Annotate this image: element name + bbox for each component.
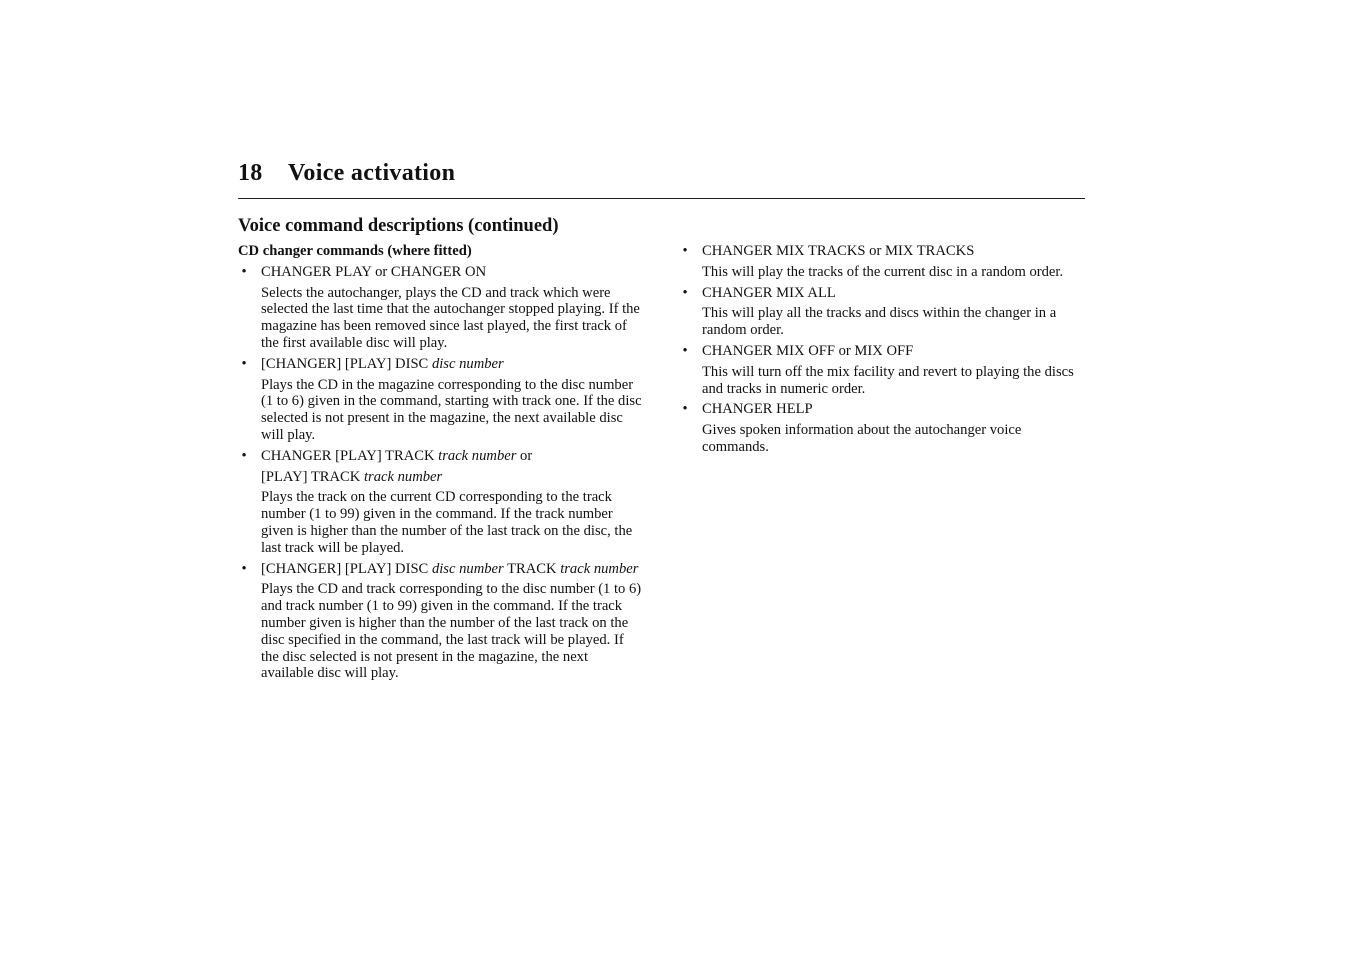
- command-line: [679, 401, 1085, 418]
- bullet: •: [241, 560, 247, 577]
- command-description: Selects the autochanger, plays the CD and track which were selected the last time that the autochanger stopped playing. If the magazine has been removed since last played, the first track of the first available disc will play.: [261, 284, 640, 351]
- chapter-title: Voice activation: [288, 160, 456, 186]
- command-text: TRACK: [503, 560, 561, 577]
- command-line: [238, 356, 642, 373]
- command-item: [238, 356, 642, 444]
- command-line: [238, 448, 642, 465]
- command-item: [679, 243, 1085, 281]
- command-text: CHANGER [PLAY] TRACK: [261, 447, 439, 464]
- bullet: •: [241, 355, 247, 372]
- command-description: Plays the CD in the magazine corresponding to the disc number (1 to 6) given in the command, starting with track one. If the disc selected is not present in the magazine, the next available disc will play.: [261, 376, 642, 443]
- right-column: [679, 243, 1085, 460]
- command-parameter: track number: [363, 468, 443, 485]
- command-item: [238, 448, 642, 557]
- command-description: Plays the CD and track corresponding to the disc number (1 to 6) and track number (1 to 99) given in the command. If the track number given is higher than the number of the last track on the disc specified in the command, the last track will be played. If the disc selected is not present in the magazine, the next available disc will play.: [261, 581, 642, 682]
- section-title: Voice command descriptions (continued): [238, 216, 559, 236]
- command-item: [679, 285, 1085, 339]
- subheading-cd-changer: CD changer commands (where fitted): [238, 243, 472, 259]
- command-text: [PLAY] TRACK: [261, 468, 364, 485]
- command-item: [679, 401, 1085, 455]
- command-description: This will turn off the mix facility and revert to playing the discs and tracks in numeric order.: [702, 363, 1074, 397]
- command-parameter: disc number: [431, 355, 504, 372]
- bullet: •: [682, 284, 688, 301]
- command-item: [679, 343, 1085, 397]
- command-line: [679, 343, 1085, 360]
- command-text: [CHANGER] [PLAY] DISC: [261, 560, 432, 577]
- command-text: CHANGER MIX TRACKS or MIX TRACKS: [702, 243, 975, 259]
- command-description: This will play all the tracks and discs within the changer in a random order.: [702, 305, 1057, 339]
- page-header: [238, 158, 1085, 199]
- command-line: [679, 285, 1085, 302]
- left-column: [238, 243, 642, 686]
- command-text: [CHANGER] [PLAY] DISC: [261, 355, 432, 372]
- command-description: Gives spoken information about the autochanger voice commands.: [702, 422, 1022, 455]
- bullet: •: [682, 401, 688, 418]
- command-text: or: [516, 447, 533, 464]
- command-line: [679, 243, 1085, 260]
- command-alternate-line: [238, 469, 642, 486]
- command-description: This will play the tracks of the current disc in a random order.: [702, 263, 1064, 280]
- page-number: 18: [238, 160, 263, 186]
- bullet: •: [682, 243, 688, 259]
- bullet: •: [682, 342, 688, 359]
- command-text: CHANGER MIX OFF or MIX OFF: [702, 342, 914, 359]
- command-text: CHANGER PLAY or CHANGER ON: [261, 263, 487, 280]
- command-parameter: disc number: [431, 560, 504, 577]
- command-description: Plays the track on the current CD corresponding to the track number (1 to 99) given in the command. If the track number given is higher than the number of the last track on the disc, the last track will be played.: [261, 489, 633, 556]
- command-item: [238, 264, 642, 352]
- command-text: CHANGER HELP: [702, 401, 813, 418]
- command-parameter: track number: [560, 560, 639, 577]
- command-line: [238, 264, 642, 281]
- command-line: [238, 561, 642, 578]
- bullet: •: [241, 263, 247, 280]
- command-item: [238, 561, 642, 683]
- command-parameter: track number: [438, 447, 517, 464]
- command-text: CHANGER MIX ALL: [702, 284, 836, 301]
- bullet: •: [241, 447, 247, 464]
